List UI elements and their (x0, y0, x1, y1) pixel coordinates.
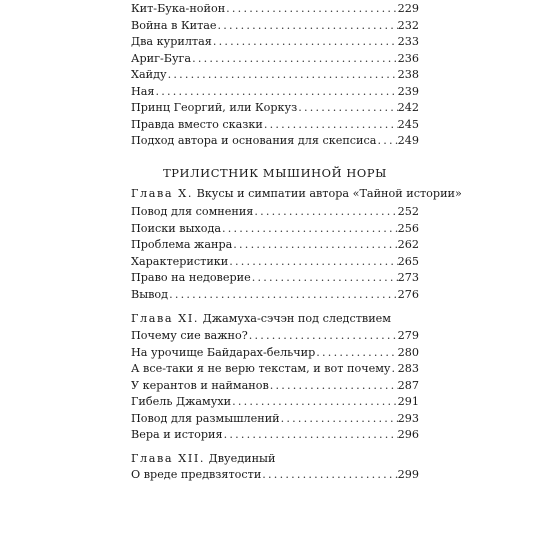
leader-dots (251, 269, 398, 287)
toc-entry-title: Гибель Джамухи (131, 395, 232, 408)
toc-page (131, 0, 462, 550)
toc-entry-page: 279 (397, 329, 419, 342)
toc-entry (131, 426, 419, 444)
toc-entry-title: А все-таки я не верю текстам, и вот почему (131, 362, 391, 375)
toc-entry-title: Поиски выхода (131, 221, 222, 235)
toc-entry-title: Повод для размышлений (131, 411, 280, 425)
toc-entry-page: 262 (397, 238, 419, 251)
toc-entry-title: Вывод (131, 287, 169, 301)
toc-entry (131, 344, 419, 362)
leader-dots (225, 0, 397, 18)
chapter-heading (131, 185, 462, 203)
leader-dots (221, 220, 398, 238)
leader-dots (154, 83, 397, 101)
toc-entry-page: 287 (397, 378, 419, 392)
toc-entry (131, 66, 419, 84)
toc-entry-title: Ариг-Буга (131, 51, 192, 65)
chapter-number: Глава X. (131, 187, 194, 200)
chapter-heading (131, 310, 419, 328)
toc-entry-page: 233 (397, 35, 419, 48)
chapter-title: Двуединый (208, 452, 276, 465)
leader-dots (231, 393, 398, 411)
toc-entry-page: 252 (397, 205, 419, 218)
toc-entry (131, 203, 419, 221)
toc-entry-page: 291 (397, 395, 419, 408)
leader-dots (228, 253, 397, 271)
toc-entry-page: 242 (397, 101, 419, 114)
toc-entry (131, 99, 419, 117)
toc-entry-title: Хайду (131, 68, 167, 81)
toc-entry-page: 283 (397, 362, 419, 375)
toc-entry-title: Повод для сомнения (131, 205, 254, 218)
toc-entry (131, 475, 419, 493)
toc-entry-page: 232 (397, 18, 419, 32)
leader-dots (376, 132, 397, 150)
toc-entry (131, 132, 419, 150)
toc-entry-page: 249 (397, 134, 419, 147)
leader-dots (217, 17, 398, 35)
toc-entry-title: Почему сие важно? (131, 329, 248, 342)
toc-entry-title: Кит-Бука-нойон (131, 2, 226, 15)
toc-entry (131, 377, 419, 395)
toc-entry-title: Вера и история (131, 428, 223, 441)
toc-entry (131, 116, 419, 134)
toc-entry (131, 17, 419, 35)
toc-entry-page: 276 (397, 287, 419, 301)
chapter-title: Вкусы и симпатии автора «Тайной истории» (196, 187, 462, 200)
toc-entry-title: Правда вместо сказки (131, 117, 263, 131)
toc-entry-page: 273 (397, 271, 419, 284)
toc-entry (131, 327, 419, 345)
toc-entry-title: Проблема жанра (131, 238, 233, 251)
chapter-number: Глава XII. (131, 452, 206, 465)
toc-entry (131, 269, 419, 287)
toc-entry-page: 245 (397, 117, 419, 131)
toc-entry-title: О вреде предвзятости (131, 468, 262, 481)
toc-entry-page: 265 (397, 254, 419, 268)
toc-entry-title: Характеристики (131, 254, 229, 268)
leader-dots (167, 66, 398, 84)
leader-dots (253, 203, 397, 221)
toc-entry (131, 286, 419, 304)
toc-entry-page: 293 (397, 411, 419, 425)
toc-entry-page: 296 (397, 428, 419, 441)
toc-entry-page: 229 (397, 2, 419, 15)
leader-dots (280, 410, 398, 428)
leader-dots (212, 33, 398, 51)
toc-entry (131, 253, 419, 271)
leader-dots (232, 236, 397, 254)
toc-entry-title: Подход автора и основания для скепсиса (131, 134, 377, 147)
toc-entry-page: 256 (397, 221, 419, 235)
toc-entry-title: Война в Китае (131, 18, 217, 32)
chapter-number: Глава XI. (131, 312, 200, 325)
leader-dots (248, 327, 398, 345)
leader-dots (223, 426, 398, 444)
toc-entry-page: 280 (397, 345, 419, 359)
leader-dots (168, 286, 398, 304)
toc-entry (131, 360, 419, 378)
toc-entry-page: 239 (397, 84, 419, 98)
toc-entry-title: Два курилтая (131, 35, 212, 48)
leader-dots (191, 50, 398, 68)
toc-entry-title: Право на недоверие (131, 271, 251, 284)
toc-entry (131, 33, 419, 51)
toc-entry-page: 299 (397, 468, 419, 481)
chapter-title: Джамуха-сэчэн под следствием (202, 312, 391, 325)
toc-entry-title: Ная (131, 84, 155, 98)
leader-dots (391, 360, 398, 378)
toc-entry (131, 0, 419, 18)
toc-entry (131, 220, 419, 238)
toc-entry (131, 50, 419, 68)
toc-entry (131, 83, 419, 101)
toc-entry-title: На урочище Байдарах-бельчир (131, 345, 316, 359)
toc-entry-title: Принц Георгий, или Коркуз (131, 101, 298, 114)
toc-entry-title: У керантов и найманов (131, 378, 269, 392)
toc-entry-page: 238 (397, 68, 419, 81)
toc-entry-page: 236 (397, 51, 419, 65)
leader-dots (269, 377, 398, 395)
leader-dots (297, 99, 397, 117)
toc-entry (131, 410, 419, 428)
toc-entry (131, 236, 419, 254)
section-title: ТРИЛИСТНИК МЫШИНОЙ НОРЫ (163, 166, 387, 180)
toc-entry (131, 393, 419, 411)
leader-dots (315, 344, 397, 362)
leader-dots (263, 116, 398, 134)
